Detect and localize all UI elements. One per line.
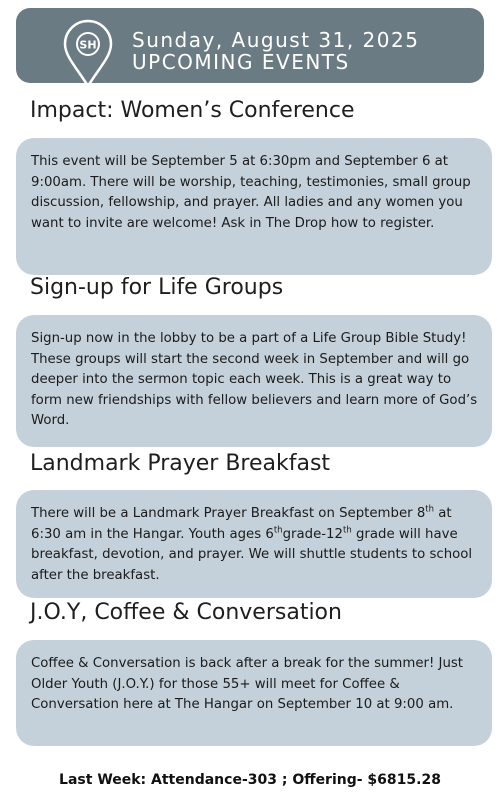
event-body-joy-coffee: Coffee & Conversation is back after a break for the summer! Just Older Youth (J.O.Y.) for those 55+ will meet for Coffee & Conversation here at The Hangar on September 10 at 9:00 am. xyxy=(31,656,464,712)
event-title-womens-conference: Impact: Women’s Conference xyxy=(30,98,355,123)
body-segment: grade-12 xyxy=(282,526,343,542)
footer-attendance-offering: Last Week: Attendance-303 ; Offering- $6815.28 xyxy=(59,772,441,788)
event-title-life-groups: Sign-up for Life Groups xyxy=(30,275,284,300)
body-segment: There will be a Landmark Prayer Breakfast on September 8 xyxy=(31,506,426,521)
ordinal-suffix: th xyxy=(273,525,283,536)
event-body-womens-conference: This event will be September 5 at 6:30pm and September 6 at 9:00am. There will be worship, teaching, testimonies, small group discussion, fellowship, and prayer. All ladies and any women you want to invite are welcome! Ask in The Drop how to register. xyxy=(31,154,471,231)
map-pin-icon xyxy=(62,19,114,89)
ordinal-suffix: th xyxy=(425,504,435,515)
event-title-prayer-breakfast: Landmark Prayer Breakfast xyxy=(30,451,331,476)
event-title-joy-coffee: J.O.Y, Coffee & Conversation xyxy=(30,600,342,625)
header-date: Sunday, August 31, 2025 xyxy=(132,28,420,52)
event-card-womens-conference xyxy=(16,138,492,275)
logo-text: SH xyxy=(79,38,97,52)
event-card-life-groups xyxy=(16,315,492,447)
header-banner xyxy=(16,8,484,83)
body-segment: grade will have breakfast, devotion, and prayer. We will shuttle students to school after the breakfast. xyxy=(31,526,473,583)
event-card-joy-coffee xyxy=(16,640,492,746)
body-segment: at 6:30 am in the Hangar. Youth ages 6 xyxy=(31,506,452,542)
ordinal-suffix: th xyxy=(342,525,352,536)
event-body-life-groups: Sign-up now in the lobby to be a part of a Life Group Bible Study! These groups will start the second week in September and will go deeper into the sermon topic each week. This is a great way to form new friendships with fellow believers and learn more of God’s Word. xyxy=(31,331,478,428)
event-body-prayer-breakfast xyxy=(31,504,480,586)
header-title: UPCOMING EVENTS xyxy=(132,50,350,74)
event-card-prayer-breakfast xyxy=(16,490,492,598)
